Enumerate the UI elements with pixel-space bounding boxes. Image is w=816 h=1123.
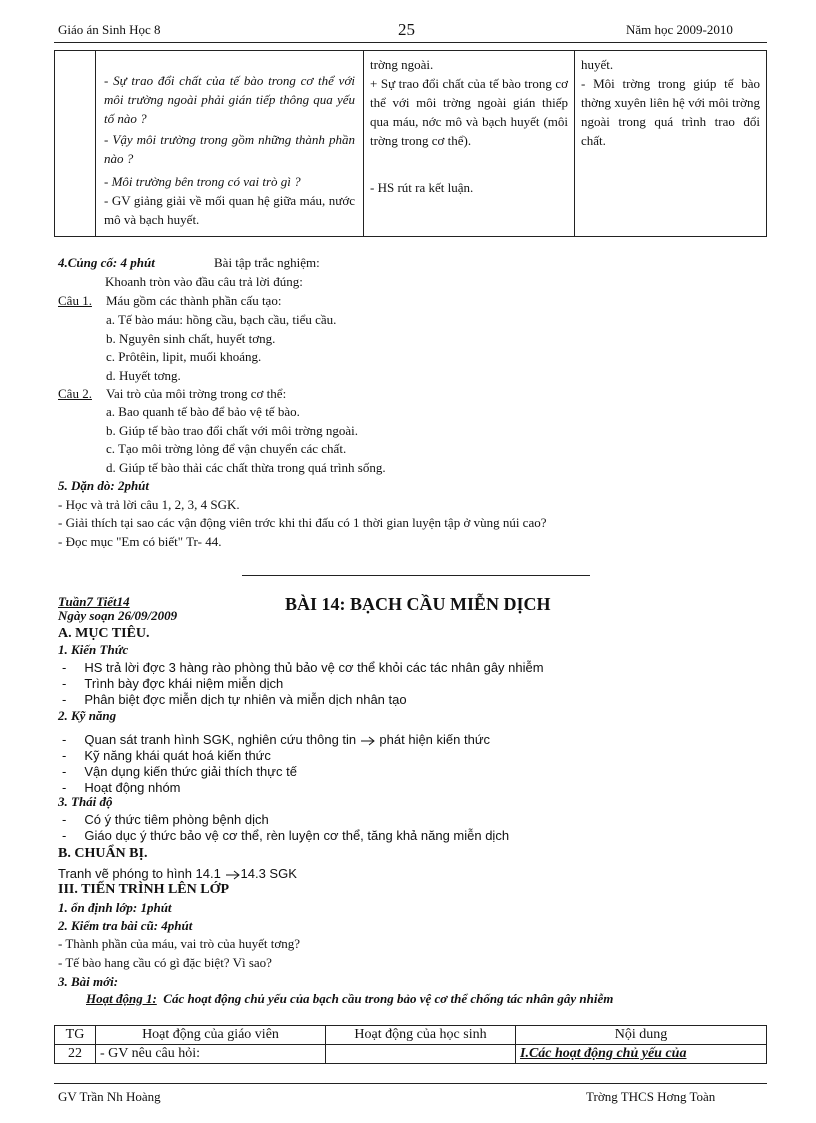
activity-table-continued bbox=[54, 50, 767, 237]
q1-option-c: c. Prôtêin, lipit, muối khoáng. bbox=[106, 349, 262, 364]
knowledge-heading: 1. Kiến Thức bbox=[58, 642, 129, 657]
student-text-1: trờng ngoài. bbox=[370, 57, 434, 72]
student-conclusion: - HS rút ra kết luận. bbox=[370, 180, 474, 195]
week-lesson: Tuần7 Tiết14 bbox=[58, 594, 130, 609]
q1-option-b: b. Nguyên sinh chất, huyết tơng. bbox=[106, 331, 276, 346]
knowledge-item-3: - Phân biệt đợc miễn dịch tự nhiên và miễn dịch nhân tạo bbox=[62, 692, 407, 707]
skill-item-3: - Vận dụng kiến thức giải thích thực tế bbox=[62, 764, 297, 779]
section-divider bbox=[242, 575, 590, 576]
activity-1-table bbox=[54, 1025, 767, 1064]
bai-moi: 3. Bài mới: bbox=[58, 974, 119, 989]
cung-co-title: Bài tập trắc nghiệm: bbox=[214, 255, 320, 270]
knowledge-item-1-text: HS trả lời đợc 3 hàng rào phòng thủ bảo vệ cơ thể khỏi các tác nhân gây nhiễm bbox=[84, 660, 544, 675]
review-question-2: - Tế bào hang cầu có gì đặc biệt? Vì sao? bbox=[58, 955, 272, 970]
skill-item-1: - Quan sát tranh hình SGK, nghiên cứu thông tin phát hiện kiến thức bbox=[62, 732, 491, 747]
row-content: I.Các hoạt động chủ yếu của bbox=[516, 1045, 767, 1064]
header-rule bbox=[54, 42, 767, 43]
on-dinh-lop: 1. ổn định lớp: 1phút bbox=[58, 900, 172, 915]
col-header-teacher: Hoạt động của giáo viên bbox=[96, 1026, 326, 1045]
q1-text: Máu gồm các thành phần cấu tạo: bbox=[106, 293, 282, 308]
q1-option-d: d. Huyết tơng. bbox=[106, 368, 181, 383]
footer-left: GV Trần Nh Hoàng bbox=[58, 1089, 161, 1104]
activity-1-text: Các hoạt động chủ yếu của bạch cầu trong bảo vệ cơ thể chống tác nhân gây nhiễm bbox=[163, 991, 614, 1006]
section-a: A. MỤC TIÊU. bbox=[58, 626, 150, 641]
teacher-question-3: - Môi trường bên trong có vai trò gì ? bbox=[104, 174, 301, 189]
col-header-student: Hoạt động của học sinh bbox=[326, 1026, 516, 1045]
row-tg: 22 bbox=[55, 1045, 96, 1064]
knowledge-item-2: - Trình bày đợc khái niệm miễn dịch bbox=[62, 676, 284, 691]
content-cell bbox=[575, 51, 767, 237]
lesson-title: BÀI 14: BẠCH CẦU MIỄN DỊCH bbox=[285, 594, 551, 614]
q2-label: Câu 2. bbox=[58, 386, 92, 401]
attitude-heading: 3. Thái độ bbox=[58, 794, 113, 809]
skill-item-4-text: Hoạt động nhóm bbox=[84, 780, 181, 795]
right-arrow-icon bbox=[360, 736, 376, 746]
q1-label: Câu 1. bbox=[58, 293, 92, 308]
footer-right: Trờng THCS Hơng Toàn bbox=[586, 1089, 716, 1104]
q2-option-c: c. Tạo môi trờng lỏng để vận chuyển các chất. bbox=[106, 441, 347, 456]
q2-option-a: a. Bao quanh tế bào để bảo vệ tế bào. bbox=[106, 404, 300, 419]
q2-option-d: d. Giúp tế bào thải các chất thừa trong quá trình sống. bbox=[106, 460, 386, 475]
skills-heading: 2. Kỹ năng bbox=[58, 708, 117, 723]
activity-1-label: Hoạt động 1: bbox=[86, 991, 157, 1006]
content-text-2: - Môi trờng trong giúp tế bào thờng xuyên liên hệ với môi trờng ngoài trong quá trình trao đổi chất. bbox=[581, 76, 760, 148]
kiem-tra-bai-cu: 2. Kiểm tra bài cũ: 4phút bbox=[58, 918, 193, 933]
footer-rule bbox=[54, 1083, 767, 1084]
page-number: 25 bbox=[398, 20, 415, 39]
teacher-question-2: - Vậy môi trường trong gồm những thành phần nào ? bbox=[104, 132, 355, 166]
skill-item-4: - Hoạt động nhóm bbox=[62, 780, 181, 795]
dan-do-item-1: - Học và trả lời câu 1, 2, 3, 4 SGK. bbox=[58, 497, 240, 512]
preparation-text-a: Tranh vẽ phóng to hình 14.1 bbox=[58, 866, 221, 881]
cung-co-instruction: Khoanh tròn vào đầu câu trả lời đúng: bbox=[105, 274, 303, 289]
skill-item-1-text-b: phát hiện kiến thức bbox=[379, 732, 491, 747]
content-text-1: huyết. bbox=[581, 57, 614, 72]
preparation-line bbox=[58, 866, 297, 881]
row-teacher: - GV nêu câu hỏi: bbox=[96, 1045, 326, 1064]
student-text-2: + Sự trao đổi chất của tế bào trong cơ thể với môi trờng ngoài gián thiếp qua máu, nớc mô và bạch huyết (môi trờng trong cơ thể). bbox=[370, 76, 568, 148]
col-header-tg: TG bbox=[55, 1026, 96, 1045]
dan-do-item-3: - Đọc mục "Em có biết" Tr- 44. bbox=[58, 534, 222, 549]
knowledge-item-2-text: Trình bày đợc khái niệm miễn dịch bbox=[84, 676, 284, 691]
attitude-item-2: - Giáo dục ý thức bảo vệ cơ thể, rèn luyện cơ thể, tăng khả năng miễn dịch bbox=[62, 828, 510, 843]
section-b: B. CHUẨN BỊ. bbox=[58, 846, 148, 861]
dan-do-heading: 5. Dặn dò: 2phút bbox=[58, 478, 150, 493]
dan-do-item-2: - Giải thích tại sao các vận động viên trớc khi thi đấu có 1 thời gian luyện tập ở vùng núi cao? bbox=[58, 515, 547, 530]
section-iii: III. TIẾN TRÌNH LÊN LỚP bbox=[58, 882, 230, 897]
skill-item-1-text-a: Quan sát tranh hình SGK, nghiên cứu thông tin bbox=[84, 732, 357, 747]
skill-item-3-text: Vận dụng kiến thức giải thích thực tế bbox=[84, 764, 297, 779]
teacher-explain: - GV giảng giải về mối quan hệ giữa máu, nước mô và bạch huyết. bbox=[104, 193, 355, 227]
skill-item-2: - Kỹ năng khái quát hoá kiến thức bbox=[62, 748, 271, 763]
header-left: Giáo án Sinh Học 8 bbox=[58, 22, 161, 37]
teacher-cell bbox=[96, 51, 364, 237]
knowledge-item-1: - HS trả lời đợc 3 hàng rào phòng thủ bảo vệ cơ thể khỏi các tác nhân gây nhiễm bbox=[62, 660, 544, 675]
right-arrow-icon bbox=[225, 870, 241, 880]
date-prepared: Ngày soạn 26/09/2009 bbox=[58, 608, 178, 623]
q1-option-a: a. Tế bào máu: hồng cầu, bạch cầu, tiểu cầu. bbox=[106, 312, 337, 327]
col-header-content: Nội dung bbox=[516, 1026, 767, 1045]
tg-cell bbox=[55, 51, 96, 237]
q2-text: Vai trò của môi trờng trong cơ thể: bbox=[106, 386, 287, 401]
attitude-item-2-text: Giáo dục ý thức bảo vệ cơ thể, rèn luyện cơ thể, tăng khả năng miễn dịch bbox=[84, 828, 510, 843]
student-cell bbox=[364, 51, 575, 237]
row-student bbox=[326, 1045, 516, 1064]
teacher-question-1: - Sự trao đổi chất của tế bào trong cơ thể với môi trường ngoài phải gián tiếp thông qua yếu tố nào ? bbox=[104, 73, 355, 126]
attitude-item-1-text: Có ý thức tiêm phòng bệnh dịch bbox=[84, 812, 269, 827]
activity-1-heading bbox=[86, 991, 613, 1007]
q2-option-b: b. Giúp tế bào trao đổi chất với môi trờng ngoài. bbox=[106, 423, 359, 438]
header-right: Năm học 2009-2010 bbox=[626, 22, 733, 37]
review-question-1: - Thành phần của máu, vai trò của huyết tơng? bbox=[58, 936, 300, 951]
knowledge-item-3-text: Phân biệt đợc miễn dịch tự nhiên và miễn dịch nhân tạo bbox=[84, 692, 407, 707]
cung-co-heading: 4.Củng cố: 4 phút bbox=[58, 255, 155, 270]
skill-item-2-text: Kỹ năng khái quát hoá kiến thức bbox=[84, 748, 271, 763]
preparation-text-b: 14.3 SGK bbox=[240, 866, 297, 881]
attitude-item-1: - Có ý thức tiêm phòng bệnh dịch bbox=[62, 812, 269, 827]
